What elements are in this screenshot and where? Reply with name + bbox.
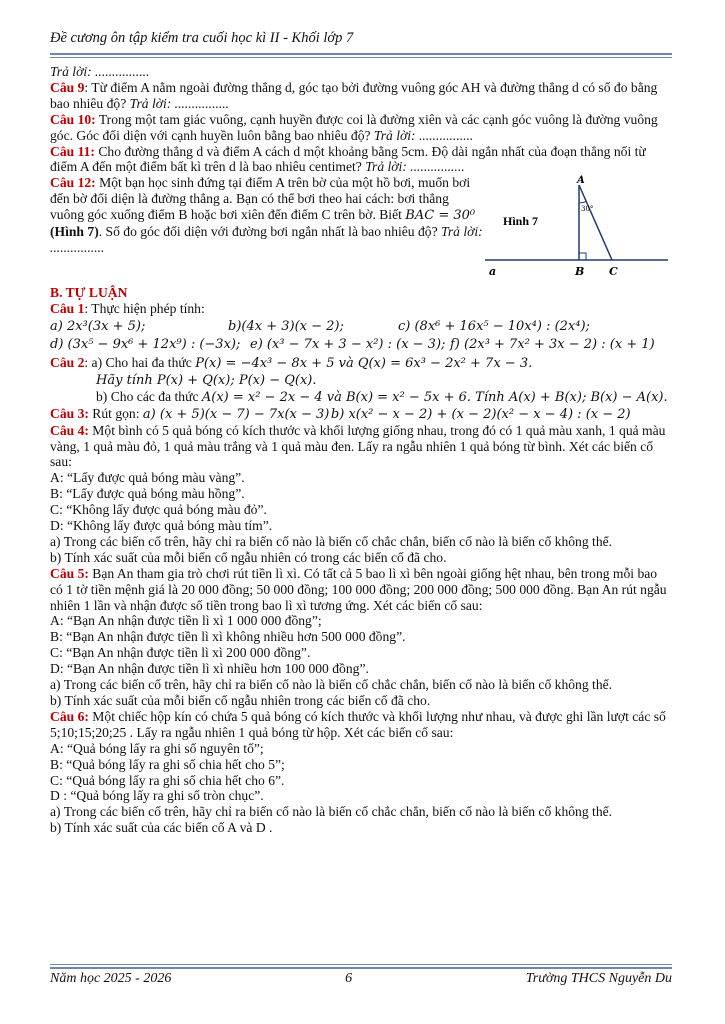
q1-row-1	[50, 319, 672, 335]
page-footer	[50, 971, 672, 987]
q1-d: d) (3x⁵ − 9x⁶ + 12x⁹) : (−3x);	[50, 337, 241, 353]
question-5	[50, 566, 672, 614]
question-label: Câu 4:	[50, 422, 89, 438]
figure-reference: (Hình 7)	[50, 224, 99, 240]
question-label: Câu 3:	[50, 405, 89, 421]
question-text-rest: . Số đo góc đối diện với đường bơi ngắn nhất là bao nhiêu độ?	[98, 224, 442, 240]
q5-event-a: A: “Bạn An nhận được tiền lì xì 1 000 000 đồng”;	[50, 613, 322, 629]
question-text: Rút gọn:	[88, 405, 143, 421]
question-3	[50, 406, 672, 423]
answer-blank: Trả lời: ................	[129, 95, 230, 111]
q1-b: b)(4x + 3)(x − 2);	[228, 319, 344, 335]
section-b-title: B. TỰ LUẬN	[50, 285, 128, 301]
q5-event-b: B: “Bạn An nhận được tiền lì xì không nhiều hơn 500 000 đồng”.	[50, 629, 406, 645]
answer-blank: Trả lời: ................	[373, 127, 474, 143]
q4-task-a: a) Trong các biến cố trên, hãy chỉ ra biến cố nào là biến cố chắc chắn, biến cố nào là biến cố không thể.	[50, 533, 613, 549]
question-2b	[50, 389, 672, 406]
question-text: : Thực hiện phép tính:	[84, 301, 205, 317]
question-text: Trong một tam giác vuông, cạnh huyền được coi là đường xiên và các cạnh góc vuông là đường vuông góc. Góc đối diện với cạnh huyền luôn bằng bao nhiêu độ?	[50, 111, 658, 143]
question-label: Câu 10:	[50, 111, 96, 127]
question-label: Câu 12:	[50, 175, 96, 191]
question-2a	[50, 355, 672, 372]
line-a-label: a	[489, 265, 497, 279]
question-label: Câu 5:	[50, 565, 89, 581]
question-label: Câu 2	[50, 354, 85, 370]
question-text: Cho đường thẳng d và điểm A cách d một khoảng bằng 5cm. Độ dài ngắn nhất của đoạn thẳng nối từ điểm A đến một điểm bất kì trên d là bao nhiêu centimet?	[50, 143, 646, 175]
q5-task-a: a) Trong các biến cố trên, hãy chỉ ra biến cố nào là biến cố chắc chắn, biến cố nào là biến cố không thể.	[50, 677, 613, 693]
question-text: Một bình có 5 quả bóng có kích thước và khối lượng giống nhau, trong đó có 1 quả màu xanh, 1 quả màu vàng, 1 quả màu đỏ, 1 quả màu trắng và 1 quả màu đen. Lấy ra ngẫu nhiên 1 quả bóng từ bình. Xét các biến cố sau:	[50, 422, 666, 470]
q6-event-c: C: “Quả bóng lấy ra ghi số chia hết cho 6”.	[50, 772, 285, 788]
segment-ac	[579, 185, 612, 260]
question-label: Câu 11:	[50, 143, 95, 159]
question-12	[50, 175, 485, 285]
figure-7	[485, 175, 672, 285]
angle-arc	[579, 202, 586, 204]
point-a-label: A	[577, 175, 585, 187]
question-12-block	[50, 175, 672, 285]
q2-a-polynomials: P(x) = −4x³ − 8x + 5 và Q(x) = 6x³ − 2x² + 7x − 3.	[195, 355, 533, 371]
q3-a: a) (x + 5)(x − 7) − 7x(x − 3)	[142, 406, 330, 422]
question-11	[50, 144, 672, 176]
question-text: b) Cho các đa thức	[96, 388, 202, 404]
question-text: Một bạn học sinh đứng tại điểm A trên bờ của một hồ bơi, muốn bơi đến bờ đối diện là đường thẳng a. Bạn có thể bơi theo hai cách: bơi thẳng vuông góc xuống điểm B hoặc bơi xiên đến điểm C trên bờ. Biết	[50, 175, 471, 223]
school-year: Năm học 2025 - 2026	[50, 971, 172, 986]
question-text: : Từ điểm A nằm ngoài đường thẳng d, góc tạo bởi đường vuông góc AH và đường thẳng d có số đo bằng bao nhiêu độ?	[50, 79, 658, 111]
question-text: : a) Cho hai đa thức	[84, 354, 196, 370]
question-text: Bạn An tham gia trò chơi rút tiền lì xì. Có tất cả 5 bao lì xì bên ngoài giống hệt nhau, bên trong mỗi bao có 1 tờ tiền mệnh giá là 20 000 đồng; 50 000 đồng; 100 000 đồng; 200 000 đồng; 500 000 đồng. Bạn An rút ngẫu nhiên 1 lần và nhận được số tiền trong bao lì xì tương ứng. Xét các biến cố sau:	[50, 565, 667, 613]
right-angle-mark	[579, 253, 586, 260]
question-10	[50, 112, 672, 144]
q6-event-d: D : “Quả bóng lấy ra ghi số tròn chục”.	[50, 788, 264, 804]
q4-event-d: D: “Không lấy được quả bóng màu tím”.	[50, 518, 273, 534]
q6-task-b: b) Tính xác suất của các biến cố A và D .	[50, 820, 273, 836]
q2-a-expression: Hãy tính P(x) + Q(x); P(x) − Q(x).	[96, 372, 317, 388]
question-label: Câu 9	[50, 79, 85, 95]
question-text: Một chiếc hộp kín có chứa 5 quả bóng có kích thước và khối lượng như nhau, và được ghi lần lượt các số 5;10;15;20;25 . Lấy ra ngẫu nhiên 1 quả bóng từ hộp. Xét các biến cố sau:	[50, 708, 666, 740]
q6-task-a: a) Trong các biến cố trên, hãy chỉ ra biến cố nào là biến cố chắc chắn, biến cố nào là biến cố không thể.	[50, 804, 613, 820]
angle-expression: BAC = 30⁰	[405, 208, 476, 224]
q4-task-b: b) Tính xác suất của mỗi biến cố ngẫu nhiên có trong các biến cố đã cho.	[50, 549, 447, 565]
figure-caption: Hình 7	[503, 214, 539, 229]
q3-b: b) x(x² − x − 2) + (x − 2)(x² − x − 4) : (x − 2)	[330, 406, 631, 422]
triangle-diagram	[485, 175, 672, 285]
header-rule	[50, 53, 672, 55]
q6-event-a: A: “Quả bóng lấy ra ghi số nguyên tố”;	[50, 740, 264, 756]
footer-rule	[50, 967, 672, 969]
q2-b-polynomials: A(x) = x² − 2x − 4 và B(x) = x² − 5x + 6	[201, 389, 467, 405]
document-body	[50, 64, 672, 836]
point-b-label: B	[575, 265, 585, 279]
q5-task-b: b) Tính xác suất của mỗi biến cố ngẫu nhiên trong các biến cố đã cho.	[50, 693, 431, 708]
question-1	[50, 301, 672, 317]
point-c-label: C	[609, 265, 618, 279]
q1-c: c) (8x⁶ + 16x⁵ − 10x⁴) : (2x⁴);	[398, 319, 590, 335]
q1-a: a) 2x³(3x + 5);	[50, 319, 146, 335]
q1-e: e) (x³ − 7x + 3 − x²) : (x − 3);	[250, 337, 446, 353]
page-number: 6	[345, 971, 353, 986]
q4-event-b: B: “Lấy được quả bóng màu hồng”.	[50, 486, 245, 502]
header-rule-thin	[50, 57, 672, 58]
q6-event-b: B: “Quả bóng lấy ra ghi số chia hết cho 5”;	[50, 756, 285, 772]
answer-line: Trả lời: ................	[50, 64, 150, 79]
q2-a-task	[50, 372, 672, 389]
school-name: Trường THCS Nguyễn Du	[525, 971, 672, 986]
q4-event-c: C: “Không lấy được quả bóng màu đỏ”.	[50, 502, 267, 518]
page-header: Đề cương ôn tập kiểm tra cuối học kì II - Khối lớp 7	[50, 30, 354, 46]
q2-b-task: . Tính A(x) + B(x); B(x) − A(x).	[466, 389, 668, 405]
question-4	[50, 423, 672, 471]
question-label: Câu 6:	[50, 708, 89, 724]
q4-event-a: A: “Lấy được quả bóng màu vàng”.	[50, 470, 245, 486]
q1-f: f) (2x³ + 7x² + 3x − 2) : (x + 1)	[450, 337, 655, 353]
answer-blank: Trả lời: ................	[365, 159, 465, 175]
question-label: Câu 1	[50, 301, 85, 317]
q1-row-2	[50, 337, 672, 353]
answer-blank: Trả lời: ................	[50, 224, 483, 255]
angle-label: 30°	[581, 205, 594, 214]
footer-rule-thin	[50, 964, 672, 965]
q5-event-d: D: “Bạn An nhận được tiền lì xì nhiều hơn 100 000 đồng”.	[50, 661, 369, 677]
question-6	[50, 709, 672, 741]
question-9	[50, 80, 672, 112]
q5-event-c: C: “Bạn An nhận được tiền lì xì 200 000 đồng”.	[50, 645, 311, 661]
